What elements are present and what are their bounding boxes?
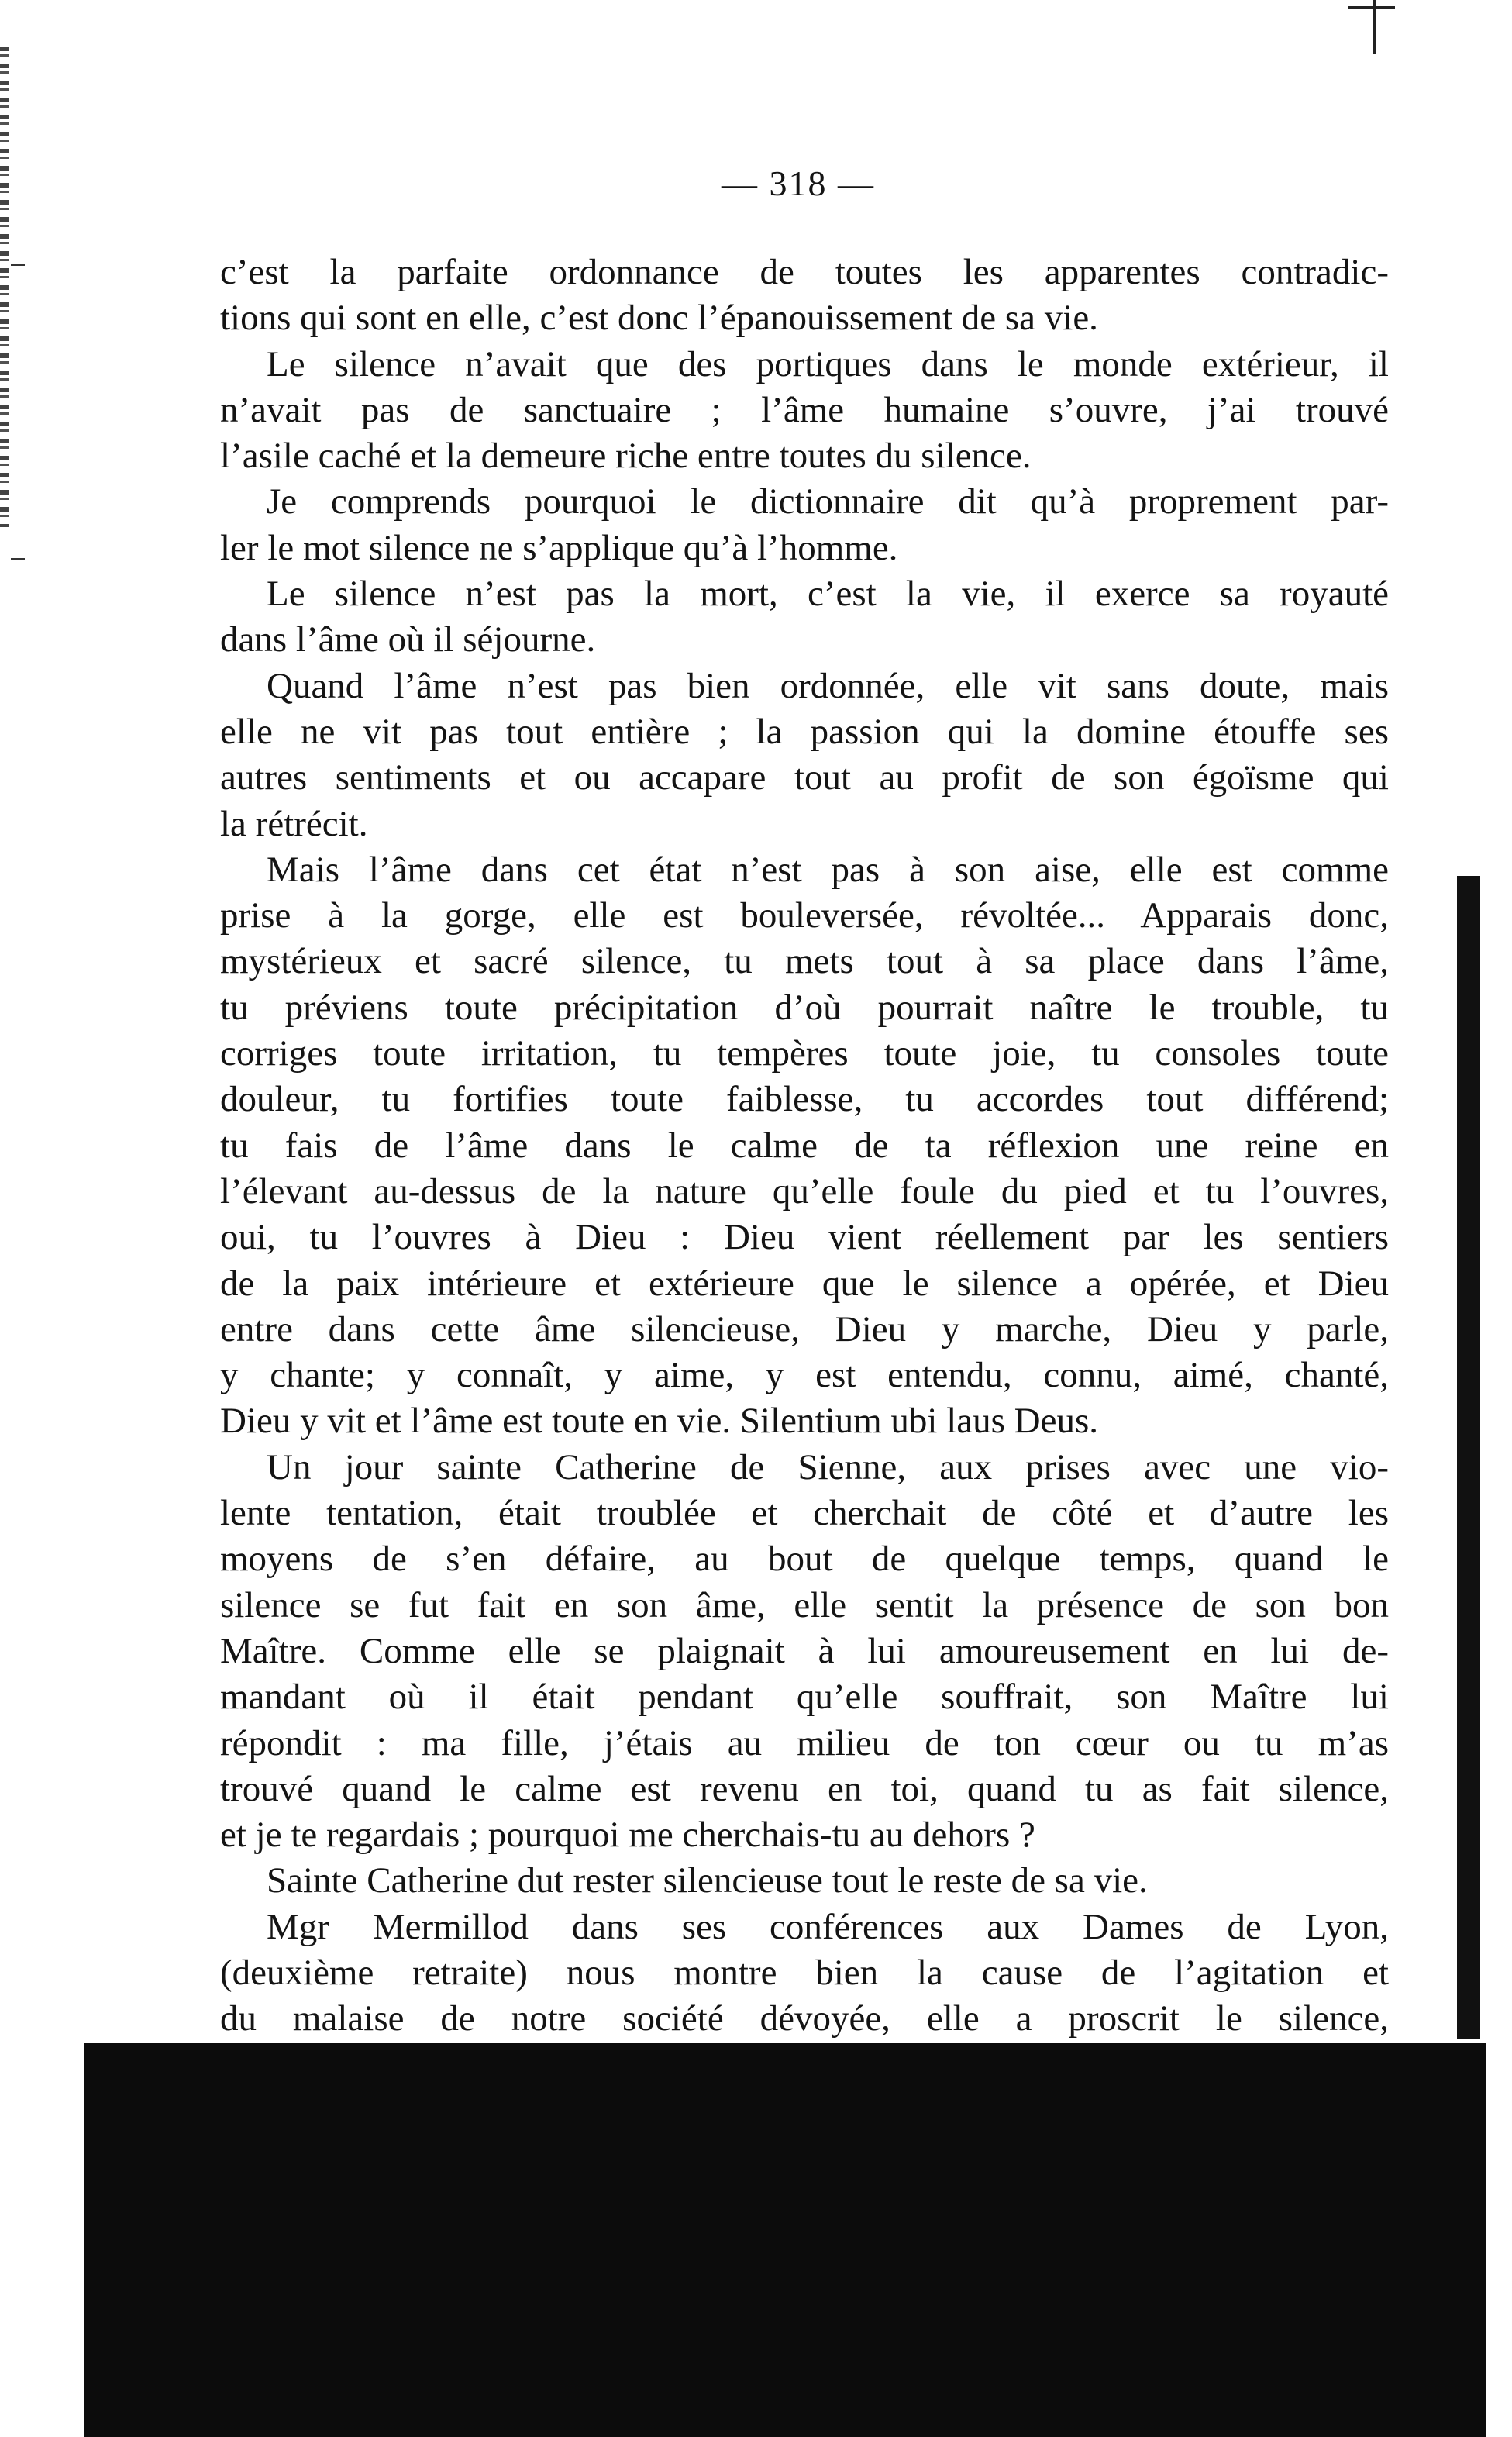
text-line: Sainte Catherine dut rester silencieuse tout le reste de sa vie. <box>267 1860 1148 1901</box>
scan-shadow-bottom <box>84 2043 1486 2437</box>
text-line: (deuxième retraite) nous montre bien la cause de l’agitation et <box>220 1952 1389 1993</box>
body-text <box>220 250 1389 2088</box>
text-line: n’avait pas de sanctuaire ; l’âme humaine s’ouvre, j’ai trouvé <box>220 389 1389 430</box>
text-line: l’asile caché et la demeure riche entre toutes du silence. <box>220 436 1032 477</box>
text-line: Mais l’âme dans cet état n’est pas à son aise, elle est comme <box>267 849 1389 890</box>
text-line: tions qui sont en elle, c’est donc l’épanouissement de sa vie. <box>220 298 1098 339</box>
text-line: tu fais de l’âme dans le calme de ta réflexion une reine en <box>220 1125 1389 1166</box>
scan-shadow-right <box>1457 876 1480 2039</box>
text-line: dans l’âme où il séjourne. <box>220 619 596 660</box>
text-line: Quand l’âme n’est pas bien ordonnée, elle vit sans doute, mais <box>267 665 1389 706</box>
text-line: Le silence n’est pas la mort, c’est la vie, il exerce sa royauté <box>267 574 1389 615</box>
text-line: trouvé quand le calme est revenu en toi, quand tu as fait silence, <box>220 1768 1389 1809</box>
margin-mark <box>11 558 25 560</box>
text-line: autres sentiments et ou accapare tout au profit de son égoïsme qui <box>220 757 1389 798</box>
text-line: du malaise de notre société dévoyée, elle a proscrit le silence, <box>220 1998 1389 2039</box>
text-line: et je te regardais ; pourquoi me cherchais-tu au dehors ? <box>220 1815 1035 1856</box>
text-line: Un jour sainte Catherine de Sienne, aux prises avec une vio- <box>267 1446 1389 1487</box>
text-line: mystérieux et sacré silence, tu mets tout à sa place dans l’âme, <box>220 941 1389 982</box>
text-line: Le silence n’avait que des portiques dans le monde extérieur, il <box>267 343 1389 384</box>
text-line: oui, tu l’ouvres à Dieu : Dieu vient réellement par les sentiers <box>220 1217 1389 1258</box>
text-line: Mgr Mermillod dans ses conférences aux Dames de Lyon, <box>267 1906 1389 1947</box>
text-line: ler le mot silence ne s’applique qu’à l’homme. <box>220 527 898 568</box>
binding-edge-left <box>0 47 9 527</box>
text-line: Dieu y vit et l’âme est toute en vie. Silentium ubi laus Deus. <box>220 1401 1099 1442</box>
text-line: Je comprends pourquoi le dictionnaire dit qu’à proprement par- <box>267 481 1389 522</box>
text-line: de la paix intérieure et extérieure que le silence a opérée, et Dieu <box>220 1263 1389 1304</box>
text-line: l’élevant au-dessus de la nature qu’elle foule du pied et tu l’ouvres, <box>220 1170 1389 1212</box>
text-line: la rétrécit. <box>220 803 368 844</box>
text-line: moyens de s’en défaire, au bout de quelque temps, quand le <box>220 1539 1389 1580</box>
margin-mark <box>11 264 25 266</box>
text-line: y chante; y connaît, y aime, y est entendu, connu, aimé, chanté, <box>220 1355 1389 1396</box>
text-line: répondit : ma fille, j’étais au milieu de ton cœur ou tu m’as <box>220 1722 1389 1763</box>
text-line: Maître. Comme elle se plaignait à lui amoureusement en lui de- <box>220 1630 1389 1671</box>
text-line: c’est la parfaite ordonnance de toutes les apparentes contradic- <box>220 252 1389 292</box>
text-line: prise à la gorge, elle est bouleversée, révoltée... Apparais donc, <box>220 895 1389 936</box>
text-line: tu préviens toute précipitation d’où pourrait naître le trouble, tu <box>220 987 1389 1028</box>
text-line: lente tentation, était troublée et cherchait de côté et d’autre les <box>220 1493 1389 1534</box>
scan-artifact-top <box>1348 6 1395 9</box>
text-line: douleur, tu fortifies toute faiblesse, tu accordes tout différend; <box>220 1079 1389 1120</box>
page-number-header: — 318 — <box>722 164 875 203</box>
text-line: entre dans cette âme silencieuse, Dieu y marche, Dieu y parle, <box>220 1308 1389 1349</box>
text-line: corriges toute irritation, tu tempères toute joie, tu consoles toute <box>220 1033 1389 1074</box>
text-line: elle ne vit pas tout entière ; la passion qui la domine étouffe ses <box>220 711 1389 752</box>
text-line: mandant où il était pendant qu’elle souffrait, son Maître lui <box>220 1677 1389 1718</box>
text-line: silence se fut fait en son âme, elle sentit la présence de son bon <box>220 1584 1389 1625</box>
